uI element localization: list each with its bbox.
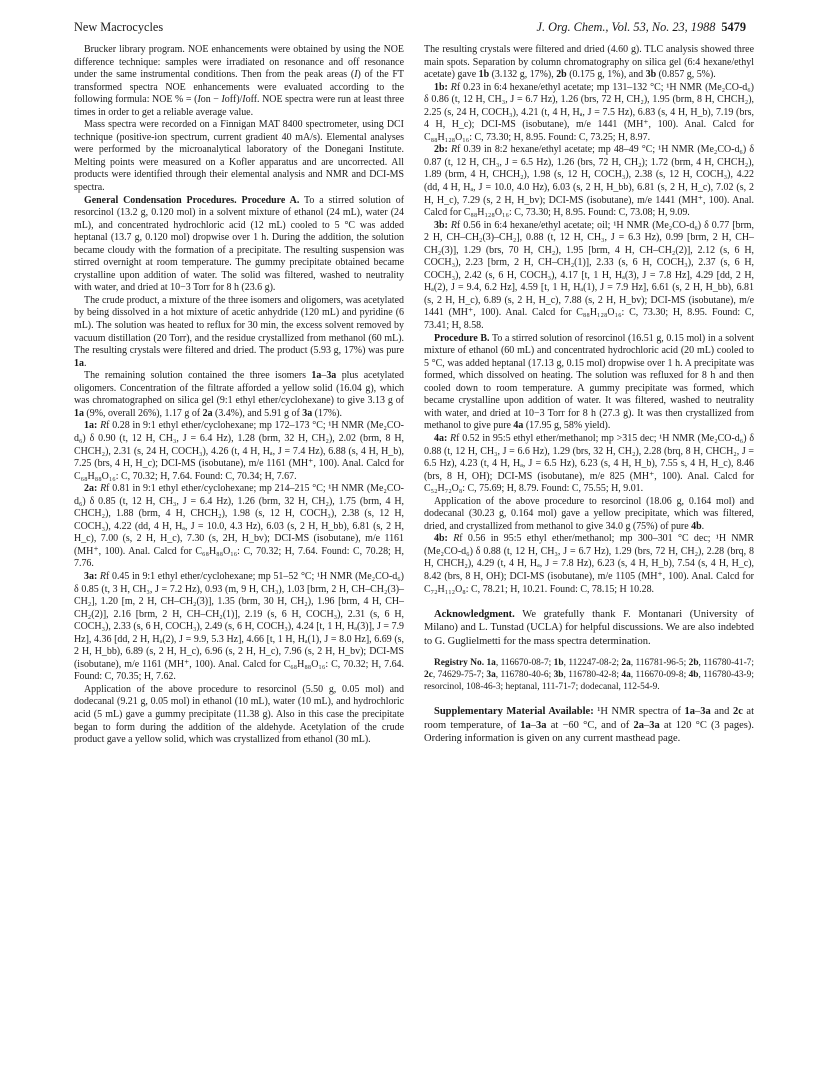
body-paragraph bbox=[424, 433, 754, 496]
bold-run: 2a bbox=[202, 407, 213, 419]
bold-run: 2b bbox=[556, 69, 567, 81]
text-run: f 0.39 in 8:2 hexane/ethyl acetate; mp 48–49 °C; ¹H NMR (Me₂CO-d₆) δ 0.87 (t, 12 H, CH₃, J = 6.5 Hz), 1.26 (brs, 72 H, CH₂); 1.72 (brm, 4 H, CHCH₂), 1.89 (brm, 4 H, CHCH₂), 1.98 (s, 12 H, COCH₃), 2.38 (s, 12 H, COCH₃), 4.22 (dd, 4 H, Hₐ, J = 10.0, 4.0 Hz), 6.03 (s, 2 H, H_bb), 6.81 (s, 2 H, H_c), 7.02 (s, 2 H, H_c), 7.29 (s, 2 H, H_bv); DCI-MS (isobutane), m/e 1441 (MH⁺, 100). Anal. Calcd for C₈₈H₁₂₈O₁₆: C, 73.30; H, 8.95. Found: C, 73.08; H, 9.09. bbox=[424, 144, 754, 219]
italic-run: I bbox=[197, 94, 201, 106]
bold-run: 4b bbox=[688, 670, 699, 681]
text-run: − bbox=[210, 94, 222, 106]
text-run: off bbox=[245, 94, 258, 106]
right-text-column bbox=[424, 44, 754, 746]
acknowledgment-text: We gratefully thank F. Montanari (University of Milano) and L. Tunstad (UCLA) for helpful discussions. We are also indebted to G. Guglielmetti for the mass spectra determination. bbox=[424, 609, 754, 647]
bold-run: 3b bbox=[553, 670, 564, 681]
bold-run: Procedure B. bbox=[434, 332, 490, 344]
bold-run: 3a bbox=[649, 719, 660, 731]
acknowledgment-paragraph bbox=[424, 608, 754, 648]
text-run: Application of the above procedure to resorcinol (5.50 g, 0.05 mol) and dodecanal (9.21 g, 0.05 mol) in ethanol (10 mL), water (10 mL), and hydrochloric acid (5 mL) gave a gummy precipitate (11.38 g). Also in this case the precipitate began to form during the addition of the aldehyde. Acetylation of the crude product gave a yellow solid, which was crystallized from ethanol (30 mL). bbox=[74, 683, 404, 746]
text-run: , 116780-43-9; resorcinol, 108-46-3; heptanal, 111-71-7; dodecanal, 112-54-9. bbox=[424, 670, 754, 693]
text-run: . NOE spectra were run at least three times in order to get a reliable average value. bbox=[74, 94, 405, 118]
text-run: , 116781-96-5; bbox=[630, 658, 689, 669]
text-run: , 116780-42-8; bbox=[563, 670, 622, 681]
body-paragraph bbox=[424, 82, 754, 145]
bold-run: 3a bbox=[536, 719, 547, 731]
text-run: ¹H NMR spectra of bbox=[593, 706, 685, 718]
bold-run: 3b: bbox=[434, 219, 448, 231]
text-run: ) of the FT transformed spectra NOE enhancements were evaluated according to the following formula: NOE % = ( bbox=[74, 69, 404, 106]
bold-run: General Condensation Procedures. Procedure A. bbox=[84, 194, 300, 206]
italic-run: R bbox=[450, 432, 457, 444]
text-run: f 0.45 in 9:1 ethyl ether/cyclohexane; mp 51–52 °C; ¹H NMR (Me₂CO-d₆) δ 0.85 (t, 3 H, CH₃, J = 7.2 Hz), 0.93 (m, 9 H, CH₃), 1.03 [brm, 2 H, CH–CH₂(3)–CH₂], 1.20 [m, 2 H, CH–CH₂(3)], 1.35 (brm, 30 H, CH₂), 1.96 [brm, 4 H, CH–CH₂(2)], 2.16 [brm, 2 H, CH–CH₂(1)], 2.19 (s, 6 H, COCH₃), 2.31 (s, 6 H, COCH₃), 2.33 (s, 6 H, COCH₃), 2.49 (s, 6 H, COCH₃), 4.24 [t, 1 H, Hₐ(3)], J = 7.9 Hz], 4.36 [dd, 2 H, Hₐ(2), J = 9.9, 5.3 Hz], 4.66 [t, 1 H, Hₐ(1), J = 8.0 Hz], 6.69 (s, 2 H, H_bb), 6.89 (s, 2 H, H_c), 6.96 (s, 2 H, H_c), 7.96 (s, 2 H, H_bv); DCI-MS (isobutane), m/e 1161 (MH⁺, 100). Anal. Calcd for C₆₈H₈₈O₁₆: C, 70.32; H, 7.64. Found: C, 70.35; H, 7.62. bbox=[74, 570, 404, 683]
bold-run: 1a bbox=[74, 407, 84, 419]
text-run: on bbox=[200, 94, 211, 106]
text-run: , 116780-40-6; bbox=[495, 670, 554, 681]
italic-run: R bbox=[453, 533, 460, 545]
text-run: at −60 °C, and of bbox=[546, 719, 634, 731]
italic-run: R bbox=[450, 144, 458, 156]
bold-run: 3a: bbox=[84, 570, 98, 582]
bold-run: 4b: bbox=[434, 533, 448, 545]
text-run: , 116670-08-7; bbox=[495, 658, 554, 669]
body-paragraph bbox=[74, 684, 404, 747]
bold-run: 3b bbox=[645, 69, 657, 81]
header-journal-citation bbox=[537, 18, 746, 36]
italic-run: R bbox=[100, 483, 107, 495]
bold-run: 2a bbox=[633, 719, 644, 731]
supplementary-label: Supplementary Material Available: bbox=[434, 706, 594, 718]
text-run: – bbox=[694, 706, 701, 718]
body-paragraph bbox=[74, 119, 404, 194]
text-run: Application of the above procedure to resorcinol (18.06 g, 0.164 mol) and dodecanal (30.23 g, 0.164 mol) gave a yellow precipitate, which was filtered, dried, and crystallized from methanol to give 34.0 g (75%) of pure bbox=[424, 495, 754, 532]
right-column-body bbox=[424, 44, 754, 596]
text-run: f 0.28 in 9:1 ethyl ether/cyclohexane; mp 172–173 °C; ¹H NMR (Me₂CO-d₆) δ 0.90 (t, 12 H, CH₃, J = 6.4 Hz), 1.28 (brm, 32 H, CH₂), 2.02 (brm, 8 H, CHCH₂), 2.31 (s, 24 H, COCH₃), 4.26 (t, 4 H, Hₐ, J = 7.4 Hz), 6.88 (s, 4 H, H_b), 7.25 (brs, 4 H, H_c); DCI-MS (isobutane), m/e 1161 (MH⁺, 100). Anal. Calcd for C₆₈H₈₈O₁₆: C, 70.32; H, 7.64. Found: C, 70.34; H, 7.67. bbox=[74, 420, 404, 482]
bold-run: 4a bbox=[621, 670, 631, 681]
text-run: at room temperature, of bbox=[424, 706, 754, 731]
text-run: (17%). bbox=[312, 407, 342, 419]
supplementary-material bbox=[424, 705, 754, 745]
body-paragraph bbox=[424, 333, 754, 433]
body-paragraph bbox=[74, 370, 404, 420]
body-paragraph bbox=[424, 533, 754, 596]
text-run: To a stirred solution of resorcinol (13.2 g, 0.120 mol) in a solvent mixture of ethanol (24 mL), water (24 mL), and concentrated hydrochloric acid (12 mL) cooled to 5 °C was added heptanal (13.7 g, 0.120 mol) dropwise over 1 h. During the addition, the solution became cloudy with the formation of a precipitate. The resulting suspension was stirred overnight at room temperature. The gummy precipitate obtained became crystalline upon addition of water. The solid was filtered, washed to neutrality with water, and dried at 10−3 Torr for 8 h (23.6 g). bbox=[74, 194, 405, 294]
body-paragraph bbox=[424, 220, 754, 333]
text-run: f 0.23 in 6:4 hexane/ethyl acetate; mp 131–132 °C; ¹H NMR (Me₂CO-d₆) δ 0.86 (t, 12 H, CH₃, J = 6.7 Hz), 1.26 (brs, 72 H, CH₂), 1.95 (brm, 8 H, CHCH₂), 2.25 (s, 24 H, COCH₃), 4.21 (t, 4 H, Hₐ, J = 7.5 Hz), 6.83 (s, 4 H, H_b), 7.19 (brs, 4 H, H_c); DCI-MS (isobutane), m/e 1441 (MH⁺, 100). Anal. Calcd for C₈₈H₁₂₈O₁₆: C, 73.30; H, 8.95. Found: C, 73.25; H, 8.97. bbox=[424, 81, 754, 143]
text-run: (3.132 g, 17%), bbox=[489, 69, 557, 81]
header-page-number: 5479 bbox=[721, 20, 746, 34]
text-run: , 112247-08-2; bbox=[563, 658, 622, 669]
italic-run: R bbox=[450, 81, 457, 93]
text-run: (0.175 g, 1%), and bbox=[566, 69, 646, 81]
text-run: Brucker library program. NOE enhancements were obtained by using the NOE difference technique: samples were irradiated on resonance and off resonance under the same instrumental conditions. Then from the peak areas ( bbox=[74, 44, 404, 81]
text-run: – bbox=[643, 719, 650, 731]
italic-run: I bbox=[221, 94, 225, 106]
body-paragraph bbox=[74, 44, 404, 119]
bold-run: 4b bbox=[691, 520, 702, 532]
bold-run: 1b bbox=[553, 658, 564, 669]
bold-run: 3a bbox=[486, 670, 496, 681]
bold-run: 3a bbox=[700, 706, 711, 718]
body-paragraph bbox=[74, 483, 404, 571]
bold-run: 4a: bbox=[434, 432, 448, 444]
bold-run: 1a bbox=[74, 357, 84, 369]
text-run: )/ bbox=[236, 94, 243, 106]
italic-run: R bbox=[450, 219, 457, 231]
text-run: (9%, overall 26%), 1.17 g of bbox=[83, 407, 203, 419]
text-run: , 74629-75-7; bbox=[432, 670, 487, 681]
body-paragraph bbox=[424, 44, 754, 82]
bold-run: 2a: bbox=[84, 483, 98, 495]
text-run: (3.4%), and 5.91 g of bbox=[212, 407, 303, 419]
bold-run: 3a bbox=[302, 407, 313, 419]
text-run: To a stirred solution of resorcinol (16.51 g, 0.15 mol) in a solvent mixture of ethanol (60 mL) and concentrated hydrochloric acid (20 mL) cooled to 5 °C, was added heptanal (17.13 g, 0.15 mol) dropwise over 1 h. A precipitate was formed, which dissolved on heating. The solution was refluxed for 8 h and then cooled down to room temperature. A gummy precipitate was formed, which became crystalline upon addition of water. It was filtered, washed to neutrality with water, and dried at 10−3 Torr for 8 h (27.3 g). It was then crystallized from methanol to give pure bbox=[424, 332, 754, 432]
bold-run: 1b: bbox=[434, 81, 448, 93]
body-paragraph bbox=[74, 571, 404, 684]
text-run: plus acetylated oligomers. Concentration of the filtrate afforded a yellow solid (16.04 g), which was chromatographed on silica gel (9:1 ethyl ether/cyclohexane) to give 3.13 g of bbox=[74, 370, 404, 407]
text-run: f 0.56 in 95:5 ethyl ether/methanol; mp 300–301 °C dec; ¹H NMR (Me₂CO-d₆) δ 0.88 (t, 12 H, CH₃, J = 6.7 Hz), 1.29 (brs, 72 H, CH₂), 2.28 (brq, 8 H, CHCH₂), 4.29 (t, 4 H, Hₐ, J = 7.8 Hz), 6.23 (s, 4 H, H_b), 7.54 (s, 4 H, H_c), 8.42 (brs, 8 H, OH); DCI-MS (isobutane), m/e 1105 (MH⁺, 100). Anal. Calcd for C₇₂H₁₁₂O₈: C, 78.21; H, 10.21. Found: C, 78.15; H 10.28. bbox=[424, 533, 755, 595]
text-run: (17.95 g, 58% yield). bbox=[523, 420, 611, 432]
bold-run: 2b: bbox=[434, 144, 448, 156]
registry-label: Registry No. bbox=[434, 658, 485, 669]
body-paragraph bbox=[424, 496, 754, 534]
bold-run: 4a bbox=[513, 420, 524, 432]
bold-run: 3a bbox=[326, 370, 337, 382]
text-run: at 120 °C (3 pages). Ordering information is given on any current masthead page. bbox=[424, 719, 755, 745]
running-header bbox=[74, 18, 746, 36]
registry-numbers bbox=[424, 657, 754, 693]
text-run: The resulting crystals were filtered and dried (4.60 g). TLC analysis showed three main spots. Separation by column chromatography on silica gel (6:4 hexane/ethyl acetate) gave bbox=[424, 44, 754, 81]
text-run: f 0.52 in 95:5 ethyl ether/methanol; mp >315 dec; ¹H NMR (Me₂CO-d₆) δ 0.88 (t, 12 H, CH₃, J = 6.6 Hz), 1.29 (brs, 32 H, CH₂), 2.28 (brq, 8 H, CHCH₂, J = 6.5 Hz), 4.23 (t, 4 H, Hₐ, J = 6.5 Hz), 6.23 (s, 4 H, H_b), 7.55 s, 4 H, H_c), 8.46 (brs, 8 H, OH); DCI-MS (isobutane), m/e 825 (MH⁺, 100). Anal. Calcd for C₅₂H₇₂O₈: C, 75.69; H, 8.79. Found: C, 75.55; H, 9.01. bbox=[424, 432, 755, 495]
text-run: The crude product, a mixture of the three isomers and oligomers, was acetylated by being dissolved in a hot mixture of acetic anhydride (120 mL) and pyridine (6 mL). The solution was heated to reflux for 30 min, the excess solvent removed by vacuum distillation (20 Torr), and the residue crystallized from methanol (60 mL). The resulting crystals were filtered and dried. The product (5.93 g, 17%) was pure bbox=[74, 294, 404, 357]
bold-run: 2c bbox=[424, 670, 433, 681]
bold-run: 1a bbox=[684, 706, 695, 718]
text-run: – bbox=[321, 370, 327, 382]
text-run: and bbox=[710, 706, 733, 718]
acknowledgment-label: Acknowledgment. bbox=[434, 609, 515, 621]
text-run: f 0.81 in 9:1 ethyl ether/cyclohexane; mp 214–215 °C; ¹H NMR (Me₂CO-d₆) δ 0.85 (t, 12 H, CH₃, J = 6.4 Hz), 1.26 (brm, 32 H, CH₂), 1.75 (brm, 4 H, CHCH₂), 1.88 (brm, 4 H, CHCH₂), 1.98 (s, 12 H, COCH₃), 2.38 (s, 12 H, COCH₃), 4.22 (dd, 4 H, Hₐ, J = 10.0, 4.3 Hz), 6.03 (s, 2 H, H_bb), 6.81 (s, 2 H, H_c), 7.00 (s, 2 H, H_c), 7.30 (s, 2H, H_bv); DCI-MS (isobutane), m/e 1161 (MH⁺, 100). Anal. Calcd for C₆₈H₈₈O₁₆: C, 70.32; H, 7.64. Found: C, 70.28; H, 7.76. bbox=[74, 483, 404, 570]
bold-run: 1a bbox=[520, 719, 531, 731]
italic-run: R bbox=[99, 570, 106, 582]
text-run: , 116670-09-8; bbox=[630, 670, 689, 681]
header-section-title: New Macrocycles bbox=[74, 20, 164, 34]
text-run: . bbox=[83, 357, 87, 369]
bold-run: 1b bbox=[478, 69, 490, 81]
text-run: – bbox=[530, 719, 537, 731]
body-paragraph bbox=[424, 144, 754, 219]
bold-run: 2a bbox=[621, 658, 631, 669]
italic-run: I bbox=[242, 94, 246, 106]
header-citation-text: J. Org. Chem., Vol. 53, No. 23, 1988 bbox=[536, 20, 716, 34]
bold-run: 1a: bbox=[84, 420, 98, 432]
bold-run: 2c bbox=[732, 706, 743, 718]
text-run: , 116780-41-7; bbox=[698, 658, 754, 669]
italic-run: I bbox=[354, 69, 358, 81]
text-run: (0.857 g, 5%). bbox=[656, 69, 716, 81]
text-run: . bbox=[701, 520, 705, 532]
left-text-column bbox=[74, 44, 404, 747]
text-run: off bbox=[224, 94, 237, 106]
text-run: f 0.56 in 6:4 hexane/ethyl acetate; oil; ¹H NMR (Me₂CO-d₆) δ 0.77 [brm, 2 H, CH–CH₂(3)–CH₂], 0.88 (t, 12 H, CH₃, J = 6.3 Hz), 0.99 [brm, 2 H, CH–CH₂(3)], 1.29 (brs, 70 H, CH₂), 1.95 [brm, 4 H, CH–CH₂(2)], 2.12 (s, 6 H, COCH₃), 2.23 [brm, 2 H, CH–CH₂(1)], 2.33 (s, 6 H, COCH₃), 2.37 (s, 6 H, COCH₃), 2.42 (s, 6 H, COCH₃), 4.17 [t, 1 H, Hₐ(3), J = 7.8 Hz], 4.29 [dd, 2 H, Hₐ(2), J = 9.4, 6.2 Hz], 4.59 [t, 1 H, Hₐ(1), J = 7.9 Hz], 6.61 (s, 2 H, H_bb), 6.81 (s, 2 H, H_c), 6.89 (s, 2 H, H_c), 7.88 (s, 2 H, H_bv); DCI-MS (isobutane), m/e 1441 (MH⁺, 100). Anal. Calcd for C₈₈H₁₂₈O₁₆: C, 73.30; H, 8.95. Found: C, 73.41; H, 8.58. bbox=[424, 219, 754, 332]
body-paragraph bbox=[74, 420, 404, 483]
text-run: The remaining solution contained the three isomers bbox=[84, 370, 312, 382]
body-paragraph bbox=[74, 295, 404, 370]
bold-run: 1a bbox=[486, 658, 496, 669]
bold-run: 1a bbox=[311, 370, 322, 382]
italic-run: R bbox=[100, 420, 107, 432]
text-run: Mass spectra were recorded on a Finnigan MAT 8400 spectrometer, using DCI technique (positive-ion spectrum, current gradient 40 mA/s). Elemental analyses were performed by the microanalytical laboratory of the Donegani Institute. Melting points were measured on a Kofler apparatus and are uncorrected. All products were identified through their elemental analysis and NMR and DCI-MS spectra. bbox=[74, 119, 404, 194]
bold-run: 2b bbox=[688, 658, 699, 669]
body-paragraph bbox=[74, 195, 404, 295]
